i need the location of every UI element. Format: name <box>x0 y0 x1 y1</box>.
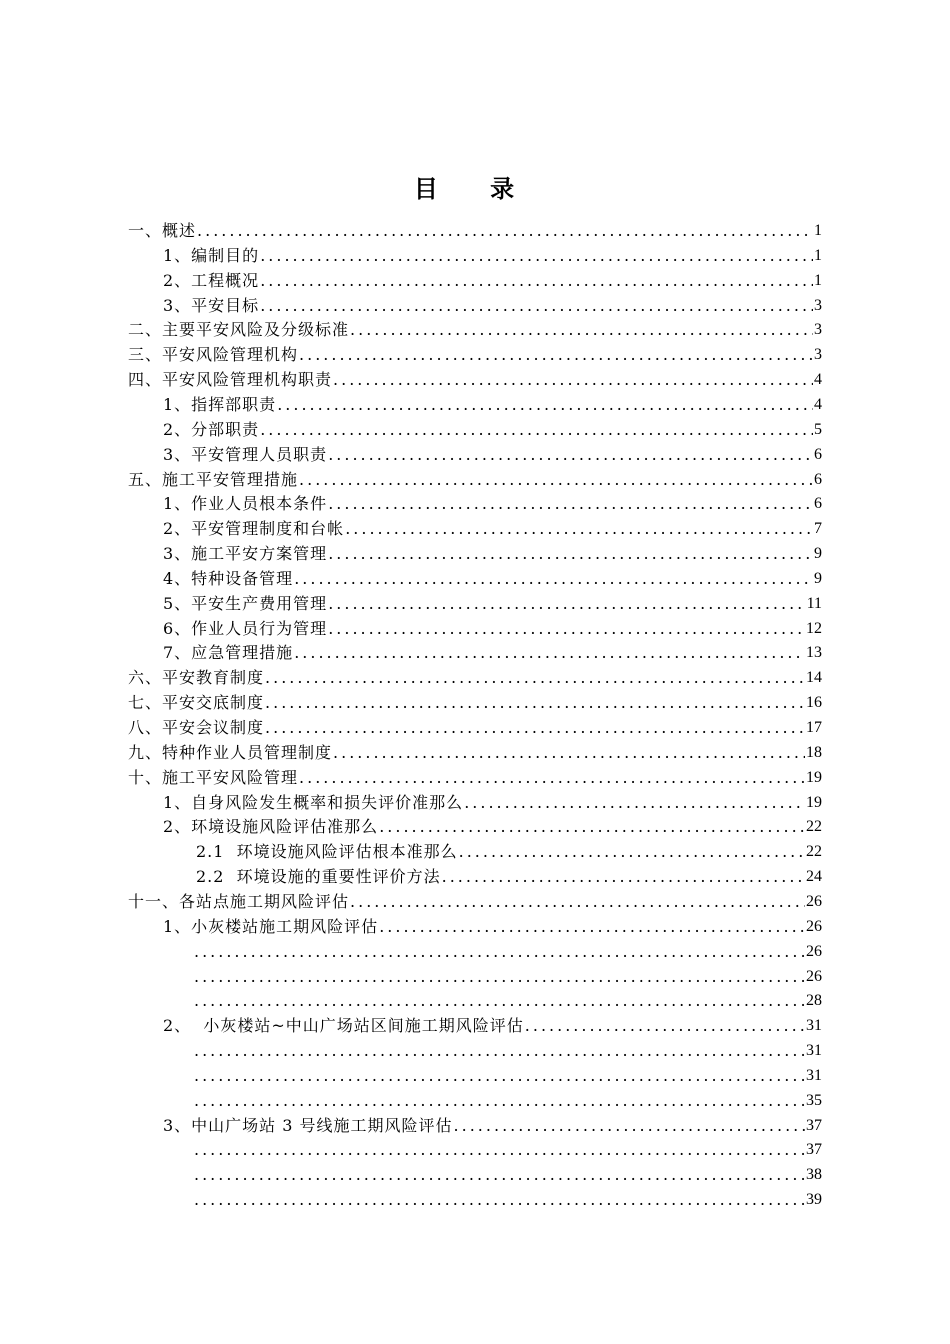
toc-entry[interactable] <box>128 691 822 715</box>
toc-entry-page-number: 26 <box>806 967 822 985</box>
toc-entry-page-number: 38 <box>806 1166 822 1184</box>
toc-entry[interactable] <box>193 1089 822 1113</box>
toc-dot-leader <box>299 766 805 790</box>
toc-entry[interactable] <box>163 1114 822 1138</box>
toc-entry[interactable] <box>128 219 822 243</box>
toc-dot-leader <box>333 368 813 392</box>
toc-entry-label: 2.2 环境设施的重要性评价方法 <box>196 867 441 887</box>
toc-entry[interactable] <box>163 517 822 541</box>
toc-entry-page-number: 17 <box>806 719 822 736</box>
toc-entry-page-number: 6 <box>814 470 822 488</box>
toc-entry[interactable] <box>163 641 822 665</box>
toc-entry[interactable] <box>163 915 822 939</box>
toc-entry[interactable] <box>193 1064 822 1088</box>
toc-dot-leader <box>345 517 813 541</box>
toc-dot-leader <box>194 965 805 989</box>
page-title: 目 录 <box>413 175 537 203</box>
toc-entry-page-number: 1 <box>814 222 822 239</box>
toc-entry[interactable] <box>163 567 822 591</box>
toc-entry-page-number: 37 <box>806 1141 822 1159</box>
toc-dot-leader <box>260 244 813 268</box>
toc-entry-page-number: 13 <box>806 644 822 662</box>
toc-entry-page-number: 18 <box>806 743 822 761</box>
toc-dot-leader <box>197 219 813 243</box>
toc-entry-label: 四、平安风险管理机构职责 <box>128 370 333 390</box>
toc-entry[interactable] <box>196 840 822 864</box>
toc-dot-leader <box>194 1188 805 1212</box>
toc-dot-leader <box>333 741 805 765</box>
toc-entry[interactable] <box>163 418 822 442</box>
toc-entry[interactable] <box>163 617 822 641</box>
toc-dot-leader <box>260 269 813 293</box>
toc-entry-label: 十一、各站点施工期风险评估 <box>128 891 350 911</box>
toc-entry-label: 三、平安风险管理机构 <box>128 345 299 365</box>
toc-entry[interactable] <box>193 940 822 964</box>
toc-dot-leader <box>265 691 805 715</box>
toc-entry-label: 一、概述 <box>128 221 197 240</box>
toc-entry[interactable] <box>128 766 822 790</box>
toc-dot-leader <box>194 1064 805 1088</box>
toc-entry[interactable] <box>128 666 822 690</box>
toc-entry-label: 2、工程概况 <box>163 270 260 290</box>
toc-entry[interactable] <box>163 1014 822 1038</box>
toc-dot-leader <box>265 666 805 690</box>
toc-dot-leader <box>299 343 813 367</box>
toc-entry-label: 3、施工平安方案管理 <box>163 544 328 564</box>
toc-entry-page-number: 12 <box>806 619 822 637</box>
toc-dot-leader <box>194 1163 805 1187</box>
toc-entry[interactable] <box>163 542 822 566</box>
toc-dot-leader <box>328 542 813 566</box>
toc-entry-page-number: 37 <box>806 1116 822 1134</box>
toc-entry-label: 6、作业人员行为管理 <box>163 618 328 638</box>
toc-entry[interactable] <box>163 443 822 467</box>
toc-entry-page-number: 16 <box>806 694 822 712</box>
toc-dot-leader <box>328 492 813 516</box>
toc-dot-leader <box>260 294 813 318</box>
toc-dot-leader <box>194 989 805 1013</box>
toc-dot-leader <box>294 567 813 591</box>
toc-entry[interactable] <box>163 815 822 839</box>
toc-entry-label: 1、编制目的 <box>163 245 260 265</box>
toc-entry-label: 3、平安目标 <box>163 295 260 315</box>
toc-entry[interactable] <box>128 318 822 342</box>
toc-entry-page-number: 28 <box>806 992 822 1010</box>
toc-entry-page-number: 26 <box>806 892 822 910</box>
toc-entry-page-number: 14 <box>806 669 822 687</box>
toc-dot-leader <box>299 468 813 492</box>
toc-entry[interactable] <box>193 965 822 989</box>
toc-entry[interactable] <box>128 716 822 740</box>
toc-entry-page-number: 7 <box>814 520 822 538</box>
toc-entry-label: 4、特种设备管理 <box>163 568 294 588</box>
toc-entry-label: 1、自身风险发生概率和损失评价准那么 <box>163 792 464 812</box>
toc-entry-page-number: 3 <box>814 296 822 314</box>
toc-dot-leader <box>350 318 813 342</box>
toc-entry[interactable] <box>163 294 822 318</box>
toc-dot-leader <box>328 592 805 616</box>
toc-dot-leader <box>260 418 813 442</box>
toc-entry-page-number: 19 <box>806 768 822 786</box>
toc-entry-page-number: 4 <box>814 371 822 389</box>
toc-entry-page-number: 3 <box>814 346 822 364</box>
toc-entry-label: 2.1 环境设施风险评估根本准那么 <box>196 842 458 862</box>
toc-entry[interactable] <box>193 1188 822 1212</box>
toc-entry-label: 二、主要平安风险及分级标准 <box>128 320 350 340</box>
toc-dot-leader <box>194 1089 805 1113</box>
toc-dot-leader <box>194 1138 805 1162</box>
toc-dot-leader <box>442 865 805 889</box>
toc-entry-page-number: 6 <box>814 445 822 463</box>
toc-entry-label: 五、施工平安管理措施 <box>128 469 299 489</box>
toc-entry-page-number: 5 <box>814 420 822 438</box>
toc-entry-label: 1、作业人员根本条件 <box>163 494 328 514</box>
toc-entry-page-number: 11 <box>806 594 822 612</box>
toc-dot-leader <box>277 393 813 417</box>
toc-dot-leader <box>454 1114 805 1138</box>
toc-entry-page-number: 1 <box>814 246 822 264</box>
toc-entry-page-number: 4 <box>814 395 822 413</box>
toc-entry-page-number: 1 <box>814 271 822 289</box>
toc-entry[interactable] <box>163 592 822 616</box>
toc-dot-leader <box>464 791 805 815</box>
toc-entry[interactable] <box>128 468 822 492</box>
toc-entry[interactable] <box>163 244 822 268</box>
toc-dot-leader <box>265 716 805 740</box>
toc-dot-leader <box>350 890 805 914</box>
toc-entry-page-number: 31 <box>806 1042 822 1060</box>
toc-entry[interactable] <box>163 393 822 417</box>
toc-entry[interactable] <box>193 1138 822 1162</box>
toc-entry[interactable] <box>193 989 822 1013</box>
toc-entry-page-number: 3 <box>814 321 822 339</box>
toc-entry-label: 七、平安交底制度 <box>128 693 265 713</box>
toc-entry[interactable] <box>193 1163 822 1187</box>
toc-entry-page-number: 22 <box>806 843 822 861</box>
toc-entry-page-number: 26 <box>806 942 822 960</box>
toc-entry-label: 3、平安管理人员职责 <box>163 444 328 464</box>
toc-dot-leader <box>328 443 813 467</box>
toc-entry-page-number: 6 <box>814 495 822 513</box>
toc-entry[interactable] <box>163 492 822 516</box>
toc-entry[interactable] <box>163 269 822 293</box>
toc-entry-page-number: 19 <box>806 793 822 811</box>
toc-entry-label: 3、中山广场站 3 号线施工期风险评估 <box>163 1115 453 1135</box>
toc-entry-label: 2、 小灰楼站~中山广场站区间施工期风险评估 <box>163 1016 524 1036</box>
toc-dot-leader <box>379 815 805 839</box>
toc-entry-label: 六、平安教育制度 <box>128 668 265 688</box>
toc-entry-page-number: 31 <box>806 1066 822 1084</box>
toc-dot-leader <box>294 641 805 665</box>
toc-entry[interactable] <box>163 791 822 815</box>
toc-entry-label: 2、平安管理制度和台帐 <box>163 519 345 539</box>
toc-dot-leader <box>194 940 805 964</box>
toc-entry-label: 九、特种作业人员管理制度 <box>128 742 333 762</box>
toc-entry-label: 八、平安会议制度 <box>128 718 265 737</box>
toc-dot-leader <box>459 840 805 864</box>
toc-entry-label: 十、施工平安风险管理 <box>128 767 299 787</box>
toc-entry-page-number: 22 <box>806 818 822 836</box>
toc-entry-page-number: 9 <box>814 545 822 563</box>
toc-entry-page-number: 9 <box>814 569 822 587</box>
toc-entry[interactable] <box>128 343 822 367</box>
toc-entry-page-number: 26 <box>806 917 822 935</box>
toc-entry-page-number: 24 <box>806 868 822 886</box>
toc-entry-page-number: 35 <box>806 1091 822 1109</box>
toc-entry[interactable] <box>193 1039 822 1063</box>
toc-dot-leader <box>328 617 805 641</box>
toc-dot-leader <box>194 1039 805 1063</box>
toc-entry[interactable] <box>196 865 822 889</box>
toc-entry-page-number: 31 <box>806 1017 822 1035</box>
toc-dot-leader <box>379 915 805 939</box>
toc-entry-label: 5、平安生产费用管理 <box>163 593 328 613</box>
toc-entry-page-number: 39 <box>806 1191 822 1209</box>
toc-entry[interactable] <box>128 890 822 914</box>
toc-entry-label: 2、分部职责 <box>163 419 260 439</box>
toc-entry-label: 7、应急管理措施 <box>163 643 294 663</box>
toc-entry-label: 1、小灰楼站施工期风险评估 <box>163 916 379 936</box>
toc-entry[interactable] <box>128 741 822 765</box>
toc-entry[interactable] <box>128 368 822 392</box>
toc-entry-label: 2、环境设施风险评估准那么 <box>163 817 379 837</box>
toc-entry-label: 1、指挥部职责 <box>163 394 277 414</box>
toc-dot-leader <box>525 1014 805 1038</box>
